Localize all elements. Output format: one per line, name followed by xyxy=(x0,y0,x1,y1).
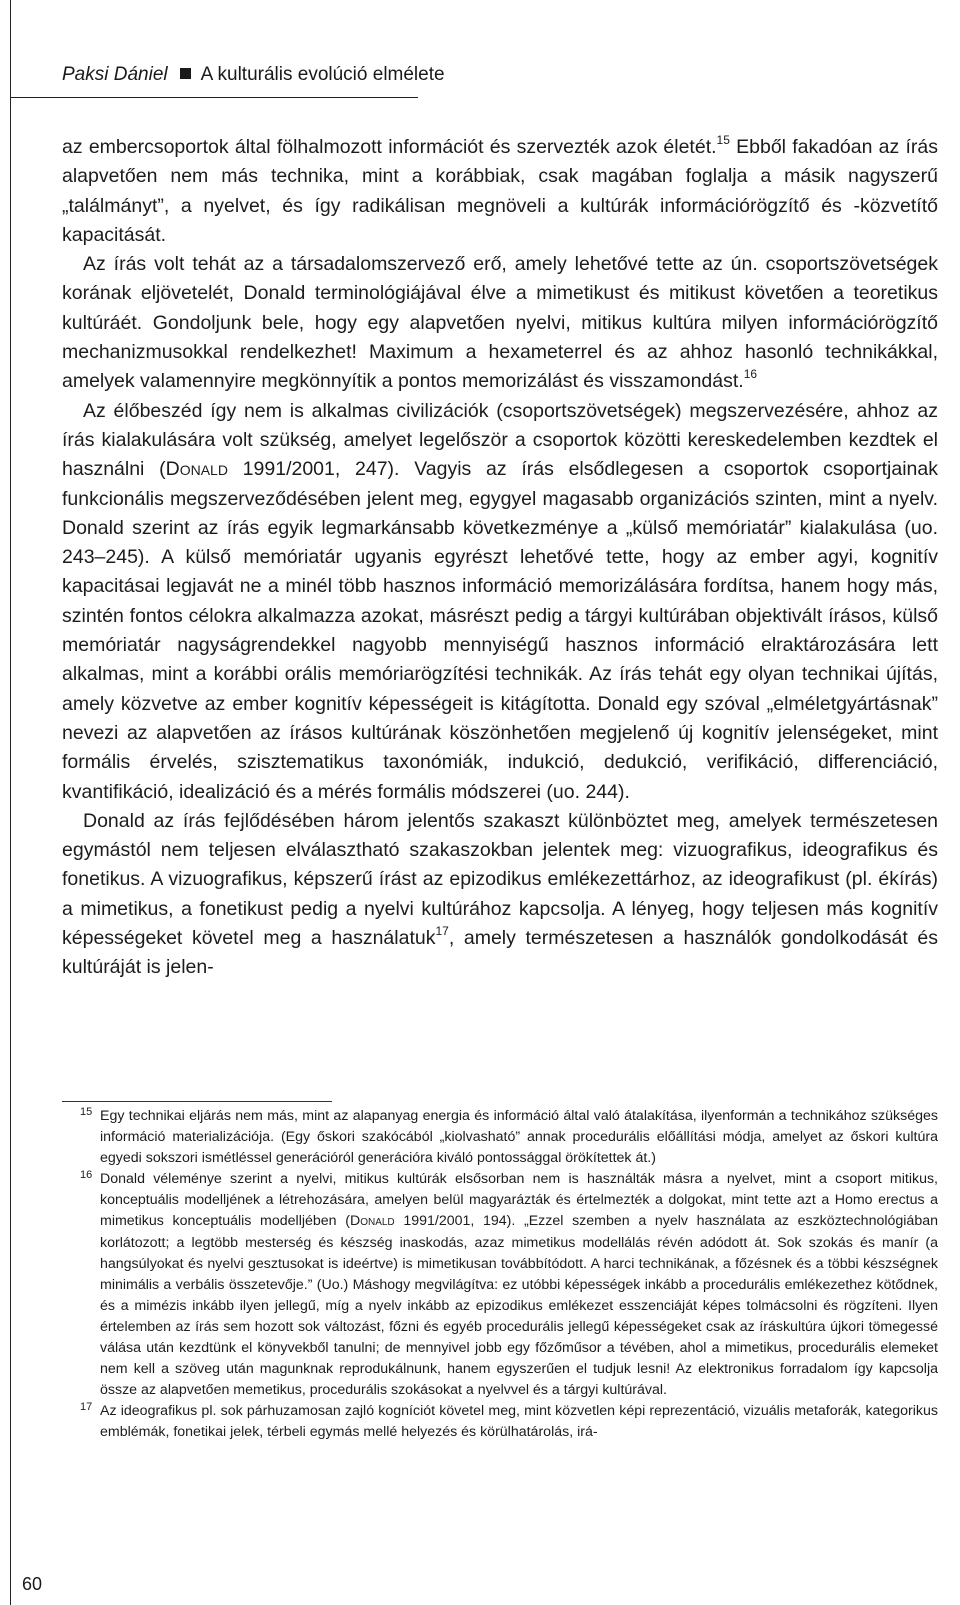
header-title: A kulturális evolúció elmélete xyxy=(200,64,445,85)
footnote-16-text-b: 1991/2001, 194). „Ezzel szemben a nyelv használata az eszköztechnológiában korlátozott; a legtöbb mesterség és készség inaskodás, azaz mimetikus modellálás révén adódott át. Sok szokás és manír (a hangsúlyokat és nyelvi gesztusokat is ideértve) is mimetikusan továbbítódott. A harci technikának, a főzésnek és a többi készségnek minimális a verbális összetevője.” (Uo.) Máshogy megvilágítva: ez utóbbi képességek inkább a procedurális emlékezethez kötődnek, és a mimézis inkább ilyen jellegű, míg a nyelv inkább az epizodikus emlékezet esszenciáját képes tolmácsolni és rögzíteni. Ilyen értelemben az írás sem hozott sok változást, főzni és egyéb procedurális jellegű képességeket csak az íráskultúra újkori tömegessé válása után kezdtünk el könyvekből tanulni; de mennyivel jobb egy főzőműsor a tévében, ahol a mimetikus, procedurális elemeket nem kell a szöveg után magunknak reprodukálnunk, hanem egyszerűen el tudjuk lesni! Az elektronikus forradalom így kapcsolja össze az alapvetően memetikus, procedurális szokásokat a nyelvvel és a tárgyi kultúrával. xyxy=(100,1213,938,1399)
paragraph-4-text-b: , amely természetesen a használók gondolkodását és kultúráját is jelen- xyxy=(62,927,938,979)
footnote-number: 15 xyxy=(80,1106,93,1118)
paragraph-2 xyxy=(62,250,938,396)
footnote-16-text-a: Donald véleménye szerint a nyelvi, mitikus kultúrák elsősorban nem is használták másra a nyelvet, mint a csoport mitikus, konceptuális modelljének a létrehozására, amelyen belül magyarázták és értelmezték a dolgokat, mint tette azt a Homo erectus a mimetikus konceptuális modelljében ( xyxy=(100,1171,938,1230)
footnote-ref-15[interactable]: 15 xyxy=(716,133,730,147)
body-text xyxy=(62,133,938,983)
paragraph-1-text-b: Ebből fakadóan az írás alapvetően nem más technika, mint a korábbiak, csak magában foglalja a másik nagyszerű „találmányt”, a nyelvet, és így radikálisan megnöveli a kultúrák információrögzítő és -közvetítő kapacitását. xyxy=(62,136,938,246)
paragraph-1-text-a: az embercsoportok által fölhalmozott információt és szervezték azok életét. xyxy=(62,136,717,158)
header-author: Paksi Dániel xyxy=(62,64,168,85)
citation-author: Donald xyxy=(349,1213,395,1230)
paragraph-2-text: Az írás volt tehát az a társadalomszervező erő, amely lehetővé tette az ún. csoportszövetségek korának eljövetelét, Donald terminológiájával élve a mimetikust és mitikust követően a teoretikus kultúráét. Gondoljunk bele, hogy egy alapvetően nyelvi, mitikus kultúra milyen információrögzítő mechanizmusokkal rendelkezhet! Maximum a hexameterrel és az ahhoz hasonló technikákkal, amelyek valamennyire megkönnyítik a pontos memorizálást és visszamondást. xyxy=(62,253,938,393)
running-head xyxy=(62,64,445,86)
footnote-16 xyxy=(80,1169,938,1401)
paragraph-3 xyxy=(62,397,938,807)
square-bullet-icon xyxy=(180,68,191,79)
footnote-17-text: Az ideografikus pl. sok párhuzamosan zajló kogníciót követel meg, mint közvetlen képi reprezentáció, vizuális metaforák, kategorikus emblémák, fonetikai jelek, térbeli egymás mellé helyezés és körülhatárolás, irá- xyxy=(100,1403,938,1441)
footnote-15 xyxy=(80,1106,938,1169)
footnote-number: 17 xyxy=(80,1401,93,1414)
footnote-number: 16 xyxy=(80,1169,93,1182)
paragraph-1 xyxy=(62,133,938,250)
footnote-ref-17[interactable]: 17 xyxy=(435,924,449,939)
margin-rule xyxy=(10,0,11,1605)
paragraph-4 xyxy=(62,807,938,983)
running-header xyxy=(10,0,445,98)
page-number: 60 xyxy=(22,1574,43,1594)
paragraph-3-text-b: 1991/2001, 247). Vagyis az írás elsődlegesen a csoportok csoportjainak funkcionális megszerveződésében jelent meg, egygyel magasabb organizációs szinten, mint a nyelv. Donald szerint az írás egyik legmarkánsabb következménye a „külső memóriatár” kialakulása (uo. 243–245). A külső memóriatár ugyanis egyrészt lehetővé tette, hogy az ember agyi, kognitív kapacitásai legjavát ne a minél több hasznos információ memorizálására fordítsa, hanem hogy más, szintén fontos célokra alkalmazza azokat, másrészt pedig a tárgyi kultúrában objektivált írásos, külső memóriatár nagyságrendekkel nagyobb mennyiségű hasznos információ elraktározására lett alkalmas, mint a korábbi orális memóriarögzítési technikák. Az írás tehát egy olyan technikai újítás, amely közvetve az ember kognitív képességeit is kitágította. Donald egy szóval „elméletgyártásnak” nevezi az alapvetően az írásos kultúrának köszönhetően megjelenő új kognitív jelenségeket, mint formális érvelés, szisztematikus taxonómiák, indukció, dedukció, verifikáció, differenciáció, kvantifikáció, idealizáció és a mérés formális módszerei (uo. 244). xyxy=(62,458,938,803)
footnote-ref-16[interactable]: 16 xyxy=(743,367,758,382)
paragraph-4-text-a: Donald az írás fejlődésében három jelentős szakaszt különböztet meg, amelyek természetesen egymástól nem teljesen elválasztható szakaszokban jelentek meg: vizuografikus, ideografikus és fonetikus. A vizuografikus, képszerű írást az epizodikus emlékezettárhoz, az ideografikust (pl. ékírás) a mimetikus, a fonetikust pedig a nyelvi kultúrához kapcsolja. A lényeg, hogy teljesen más kognitív képességeket követel meg a használatuk xyxy=(62,809,938,950)
paragraph-3-text-a: Az élőbeszéd így nem is alkalmas civilizációk (csoportszövetségek) megszervezésére, ahhoz az írás kialakulására volt szükség, amelyet legelőször a csoportok közötti kereskedelemben kezdtek el használni ( xyxy=(62,399,938,481)
footnote-17 xyxy=(80,1401,938,1443)
footnote-15-text: Egy technikai eljárás nem más, mint az alapanyag energia és információ által való átalakítása, ilyenformán a technikához szükséges információ materializációja. (Egy őskori szakócából „kiolvasható” annak procedurális előállítási módja, amelyet az őskori kultúra egyedi sokszori ismétléssel generációról generációra kiváló pontossággal örökítettek át.) xyxy=(100,1108,938,1167)
citation-author: Donald xyxy=(165,458,228,481)
footnotes xyxy=(80,1106,938,1444)
footnote-separator xyxy=(62,1101,332,1102)
